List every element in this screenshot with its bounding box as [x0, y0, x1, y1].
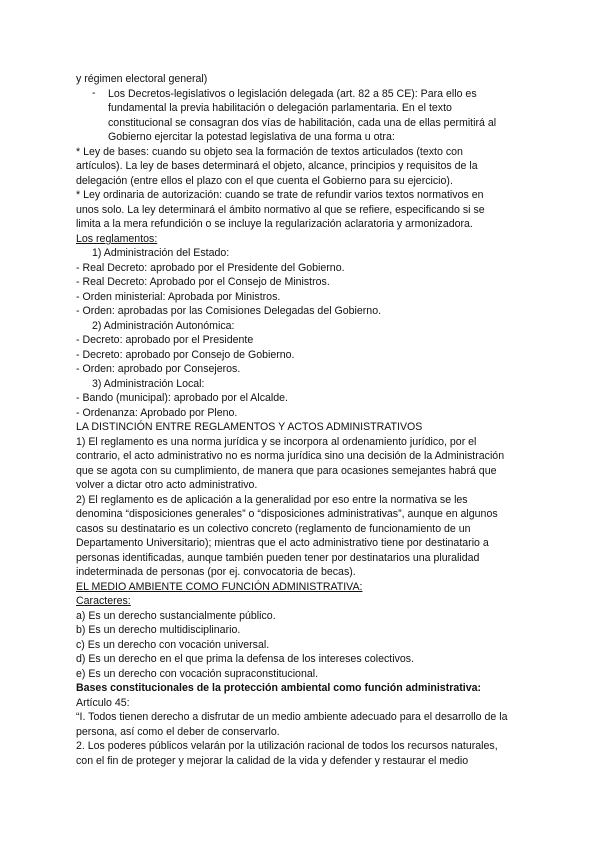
text-line: fundamental la previa habilitación o delegación parlamentaria. En el texto	[108, 102, 452, 114]
text-line: y régimen electoral general)	[76, 73, 208, 85]
section-heading: EL MEDIO AMBIENTE COMO FUNCIÓN ADMINISTRATIVA:	[76, 581, 363, 593]
list-item: c) Es un derecho con vocación universal.	[76, 639, 270, 651]
subsection-heading: Caracteres:	[76, 595, 131, 607]
text-line: - Orden: aprobado por Consejeros.	[76, 363, 241, 375]
numbered-item: 2) Administración Autonómica:	[92, 320, 235, 332]
text-line: que se agota con su cumplimiento, de manera que para ocasiones semejantes habrá que	[76, 465, 497, 477]
bold-heading: Bases constitucionales de la protección ambiental como función administrativa:	[76, 682, 482, 694]
text-line: Artículo 45:	[76, 697, 130, 709]
text-line: artículos). La ley de bases determinará el objeto, alcance, principios y requisitos de la	[76, 160, 478, 172]
numbered-item: 1) Administración del Estado:	[92, 247, 230, 259]
text-line: - Real Decreto: aprobado por el Presidente del Gobierno.	[76, 262, 345, 274]
text-line: - Decreto: aprobado por Consejo de Gobierno.	[76, 349, 295, 361]
text-line: 1) El reglamento es una norma jurídica y se incorpora al ordenamiento jurídico, por el	[76, 436, 477, 448]
list-bullet: -	[92, 87, 96, 99]
text-line: volver a dictar otro acto administrativo.	[76, 479, 258, 491]
text-line: casos su destinatario es un colectivo concreto (reglamento de funcionamiento de un	[76, 523, 471, 535]
section-heading: Los reglamentos:	[76, 233, 158, 245]
numbered-item: 3) Administración Local:	[92, 378, 205, 390]
text-line: unos solo. La ley determinará el ámbito normativo al que se refiere, especificando si se	[76, 204, 485, 216]
text-line: denomina “disposiciones generales” o “disposiciones administrativas”, aunque en algunos	[76, 508, 498, 520]
text-line: personas identificadas, aunque también pueden tener por destinatarios una pluralidad	[76, 552, 480, 564]
text-line: Gobierno ejercitar la potestad legislativa de una forma u otra:	[108, 131, 395, 143]
text-line: limita a la mera refundición o se incluye la regularización aclaratoria y armonizadora.	[76, 218, 473, 230]
text-line: “I. Todos tienen derecho a disfrutar de un medio ambiente adecuado para el desarrollo de la	[76, 711, 508, 723]
text-line: - Ordenanza: Aprobado por Pleno.	[76, 407, 238, 419]
list-item: a) Es un derecho sustancialmente público.	[76, 610, 276, 622]
text-line: * Ley de bases: cuando su objeto sea la formación de textos articulados (texto con	[76, 146, 463, 158]
text-line: con el fin de proteger y mejorar la calidad de la vida y defender y restaurar el medio	[76, 755, 469, 767]
text-line: delegación (entre ellos el plazo con el que cuenta el Gobierno para su ejercicio).	[76, 175, 453, 187]
text-line: - Real Decreto: Aprobado por el Consejo de Ministros.	[76, 276, 330, 288]
text-line: - Orden ministerial: Aprobada por Ministros.	[76, 291, 281, 303]
text-line: constitucional se consagran dos vías de habilitación, cada una de ellas permitirá al	[108, 117, 497, 129]
text-line: Los Decretos-legislativos o legislación delegada (art. 82 a 85 CE): Para ello es	[108, 88, 477, 100]
text-line: indeterminada de personas (por ej. convocatoria de becas).	[76, 566, 356, 578]
text-line: - Decreto: aprobado por el Presidente	[76, 334, 254, 346]
text-line: - Orden: aprobadas por las Comisiones Delegadas del Gobierno.	[76, 305, 382, 317]
list-item: b) Es un derecho multidisciplinario.	[76, 624, 241, 636]
text-line: - Bando (municipal): aprobado por el Alcalde.	[76, 392, 288, 404]
text-line: Departamento Universitario); mientras que el acto administrativo tiene por destinatario a	[76, 537, 489, 549]
list-item: e) Es un derecho con vocación supraconstitucional.	[76, 668, 319, 680]
section-heading: LA DISTINCIÓN ENTRE REGLAMENTOS Y ACTOS ADMINISTRATIVOS	[76, 421, 423, 433]
text-line: 2. Los poderes públicos velarán por la utilización racional de todos los recursos naturales,	[76, 740, 498, 752]
list-item: d) Es un derecho en el que prima la defensa de los intereses colectivos.	[76, 653, 415, 665]
text-line: 2) El reglamento es de aplicación a la generalidad por eso entre la normativa se les	[76, 494, 468, 506]
text-line: contrario, el acto administrativo no es norma jurídica sino una decisión de la Administración	[76, 450, 505, 462]
text-line: * Ley ordinaria de autorización: cuando se trate de refundir varios textos normativos en	[76, 189, 484, 201]
text-line: persona, así como el deber de conservarlo.	[76, 726, 280, 738]
